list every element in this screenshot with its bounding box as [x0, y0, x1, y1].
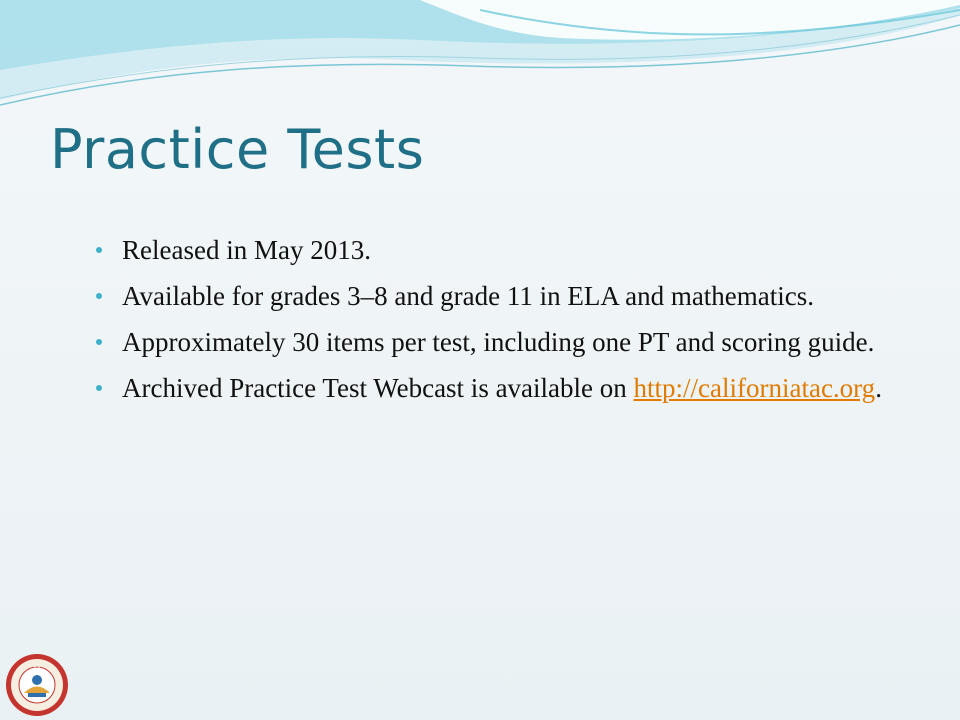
bullet-dot-icon [96, 247, 102, 253]
bullet-item [96, 370, 896, 406]
bullet-item [96, 232, 896, 268]
bullet-suffix: . [875, 373, 882, 403]
bullet-text: Archived Practice Test Webcast is available on [122, 373, 634, 403]
bullet-dot-icon [96, 293, 102, 299]
slide-title: Practice Tests [50, 118, 425, 181]
bullet-text: Available for grades 3–8 and grade 11 in ELA and mathematics. [122, 281, 815, 311]
bullet-text: Approximately 30 items per test, including one PT and scoring guide. [122, 327, 875, 357]
webcast-link[interactable]: http://californiatac.org [633, 373, 876, 403]
bullet-text: Released in May 2013. [122, 235, 371, 265]
bullet-item [96, 278, 896, 314]
header-wave-decoration [0, 0, 960, 130]
bullet-item [96, 324, 896, 360]
bullet-dot-icon [96, 385, 102, 391]
bullet-dot-icon [96, 339, 102, 345]
department-of-education-seal-icon [4, 652, 70, 718]
bullet-list [96, 232, 896, 416]
